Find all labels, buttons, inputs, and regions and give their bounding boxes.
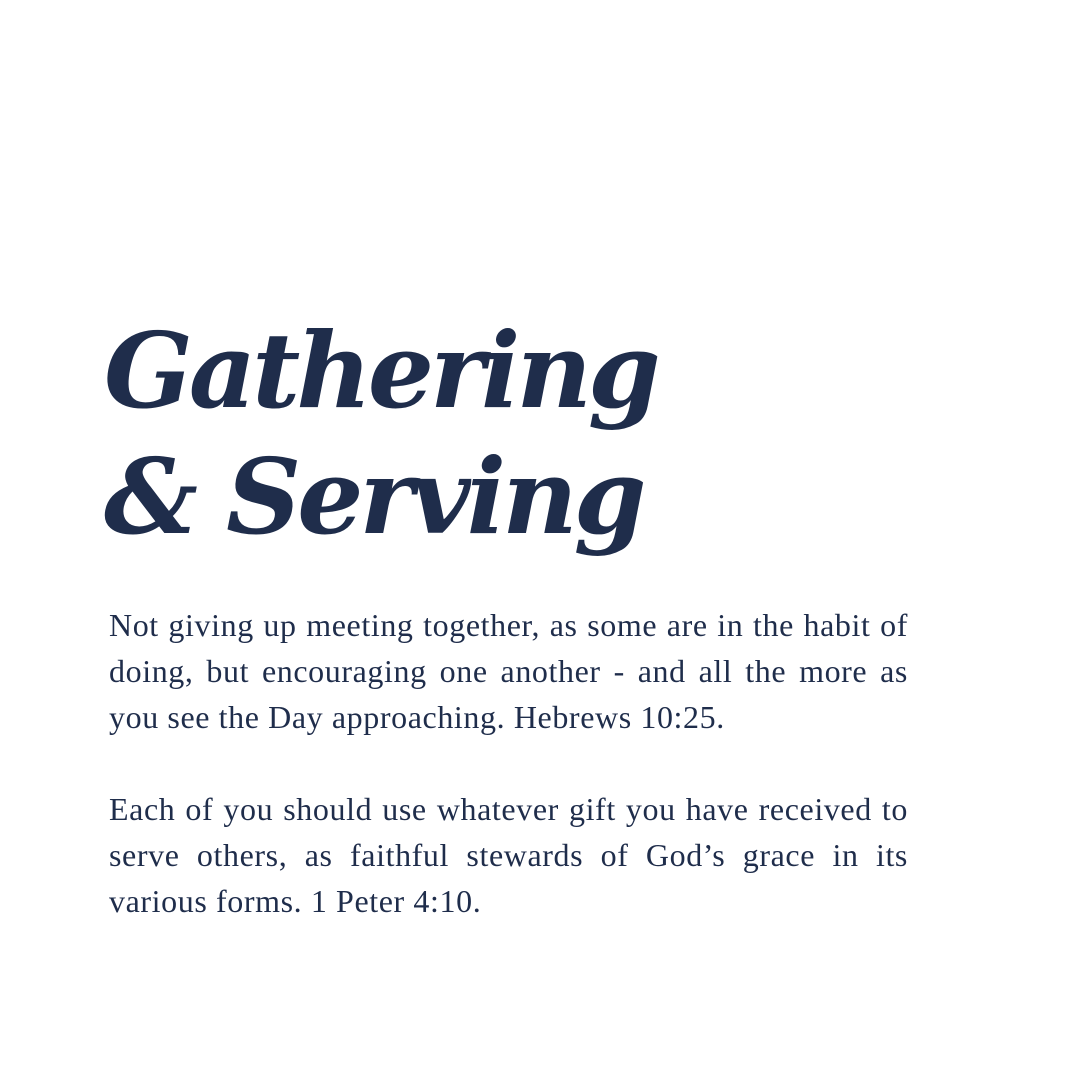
page-title bbox=[104, 308, 664, 560]
scripture-paragraph-peter: Each of you should use whatever gift you have received to serve others, as faithful stewards of God’s grace in its various forms. 1 Peter 4:10. bbox=[109, 791, 908, 919]
scripture-text-block bbox=[109, 602, 908, 924]
title-line-2: & Serving bbox=[104, 435, 643, 558]
title-line-1: Gathering bbox=[104, 309, 657, 432]
scripture-paragraph-hebrews: Not giving up meeting together, as some are in the habit of doing, but encouraging one another - and all the more as you see the Day approaching. Hebrews 10:25. bbox=[109, 607, 908, 735]
